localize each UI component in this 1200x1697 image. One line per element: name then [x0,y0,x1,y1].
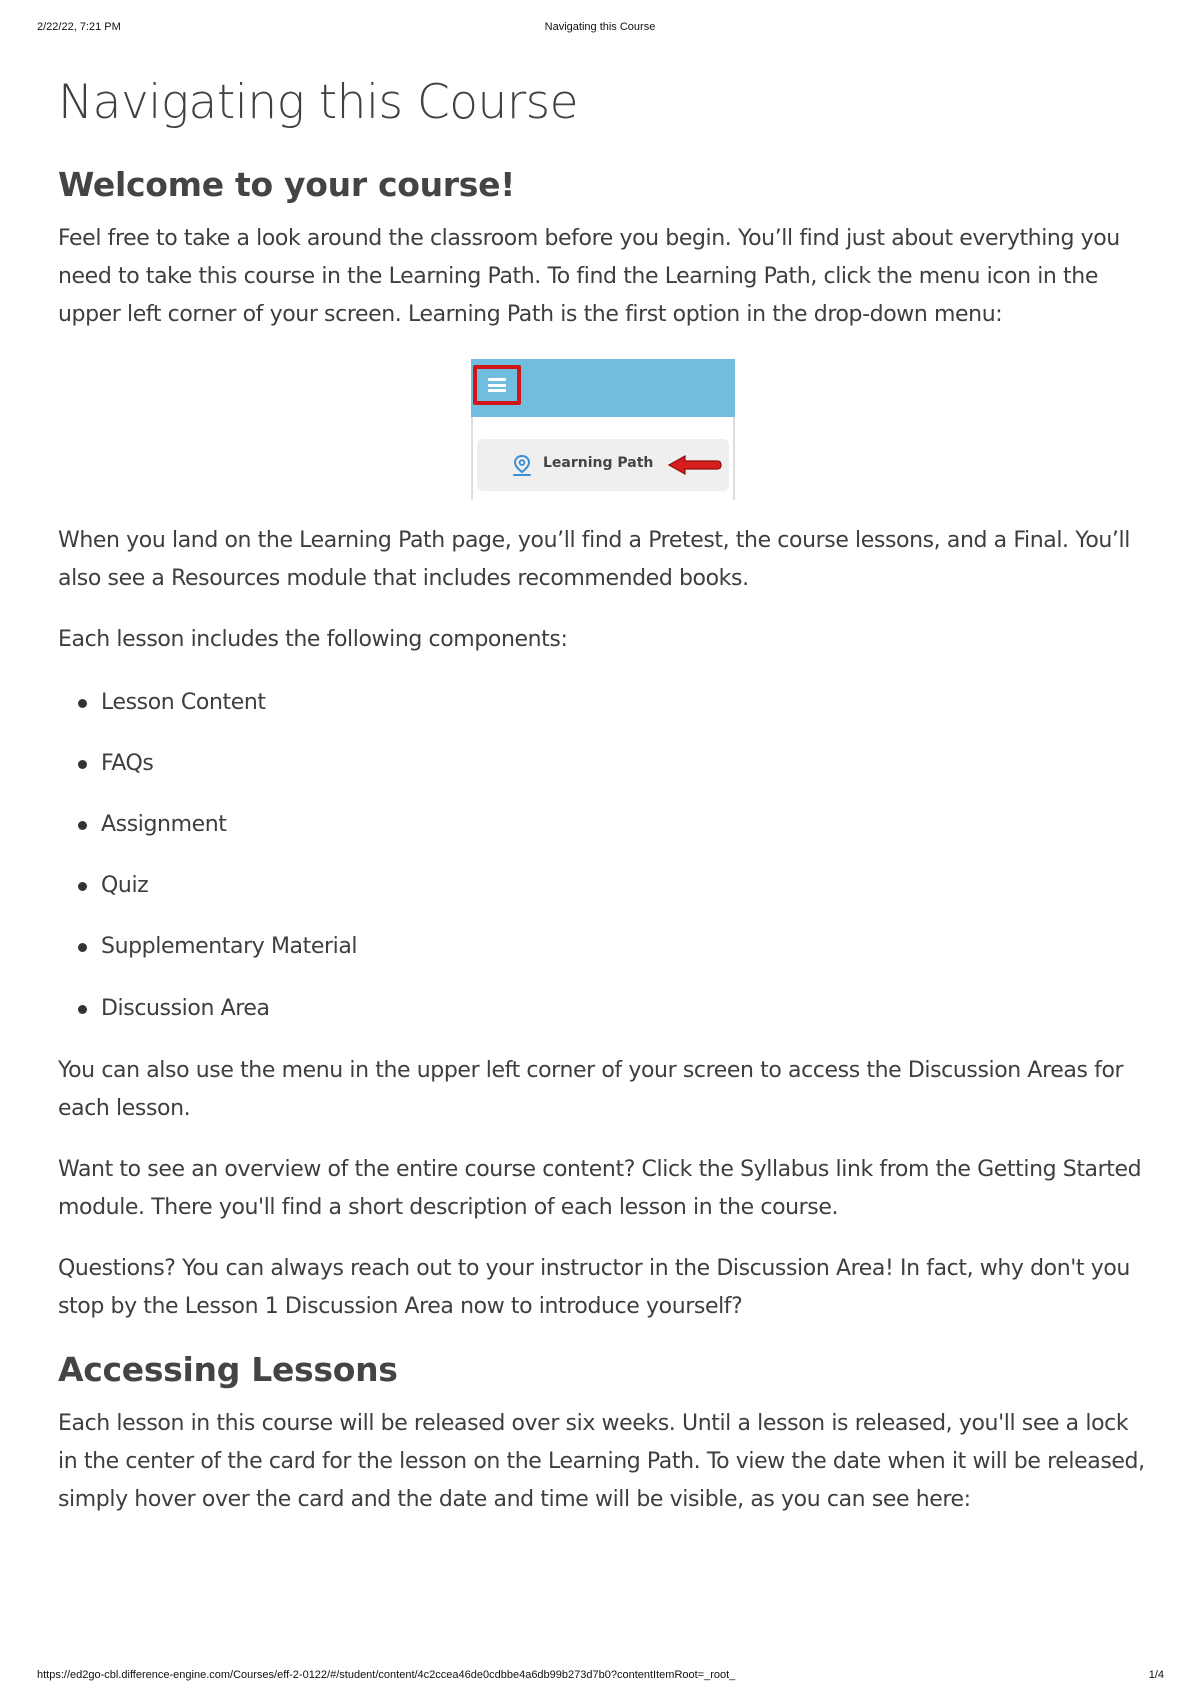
print-datetime: 2/22/22, 7:21 PM [37,21,121,33]
print-url: https://ed2go-cbl.difference-engine.com/Courses/eff-2-0122/#/student/content/4c2ccea46de0cdbbe4a6db99b273d7b0?contentItemRoot=_root_ [37,1669,736,1681]
landing-paragraph: When you land on the Learning Path page, you’ll find a Pretest, the course lessons, and a Final. You’ll also see a Resources module that includes recommended books. [58,528,1130,591]
list-item: Lesson Content [58,688,658,718]
syllabus-paragraph: Want to see an overview of the entire course content? Click the Syllabus link from the Getting Started module. There you'll find a short description of each lesson in the course. [58,1157,1142,1220]
accessing-heading: Accessing Lessons [58,1350,398,1389]
screenshot-learning-path-label: Learning Path [543,455,654,471]
questions-paragraph: Questions? You can always reach out to your instructor in the Discussion Area! In fact, why don't you stop by the Lesson 1 Discussion Area now to introduce yourself? [58,1256,1130,1319]
red-arrow-icon [667,453,723,477]
page-title: Navigating this Course [58,75,579,130]
welcome-intro: Feel free to take a look around the classroom before you begin. You’ll find just about everything you need to take this course in the Learning Path. To find the Learning Path, click the menu icon in the upper left corner of your screen. Learning Path is the first option in the drop-down menu: [58,226,1120,327]
components-intro: Each lesson includes the following components: [58,627,568,652]
learning-path-menu-screenshot [471,359,735,500]
list-item: Discussion Area [58,994,658,1024]
list-item: Assignment [58,810,658,840]
print-header [0,21,1200,35]
list-item: FAQs [58,749,658,779]
print-page-number: 1/4 [1148,1669,1164,1681]
print-doc-title: Navigating this Course [544,21,656,33]
hamburger-menu-icon [473,365,521,405]
location-pin-icon [511,454,533,478]
accessing-paragraph: Each lesson in this course will be released over six weeks. Until a lesson is released, you'll see a lock in the center of the card for the lesson on the Learning Path. To view the date when it will be released, simply hover over the card and the date and time will be visible, as you can see here: [58,1411,1145,1512]
print-footer [0,1669,1200,1683]
list-item: Quiz [58,871,658,901]
screenshot-learning-path-item [477,439,729,491]
menu-paragraph: You can also use the menu in the upper left corner of your screen to access the Discussion Areas for each lesson. [58,1058,1124,1121]
list-item: Supplementary Material [58,932,658,962]
welcome-heading: Welcome to your course! [58,165,515,204]
article [58,70,1148,327]
